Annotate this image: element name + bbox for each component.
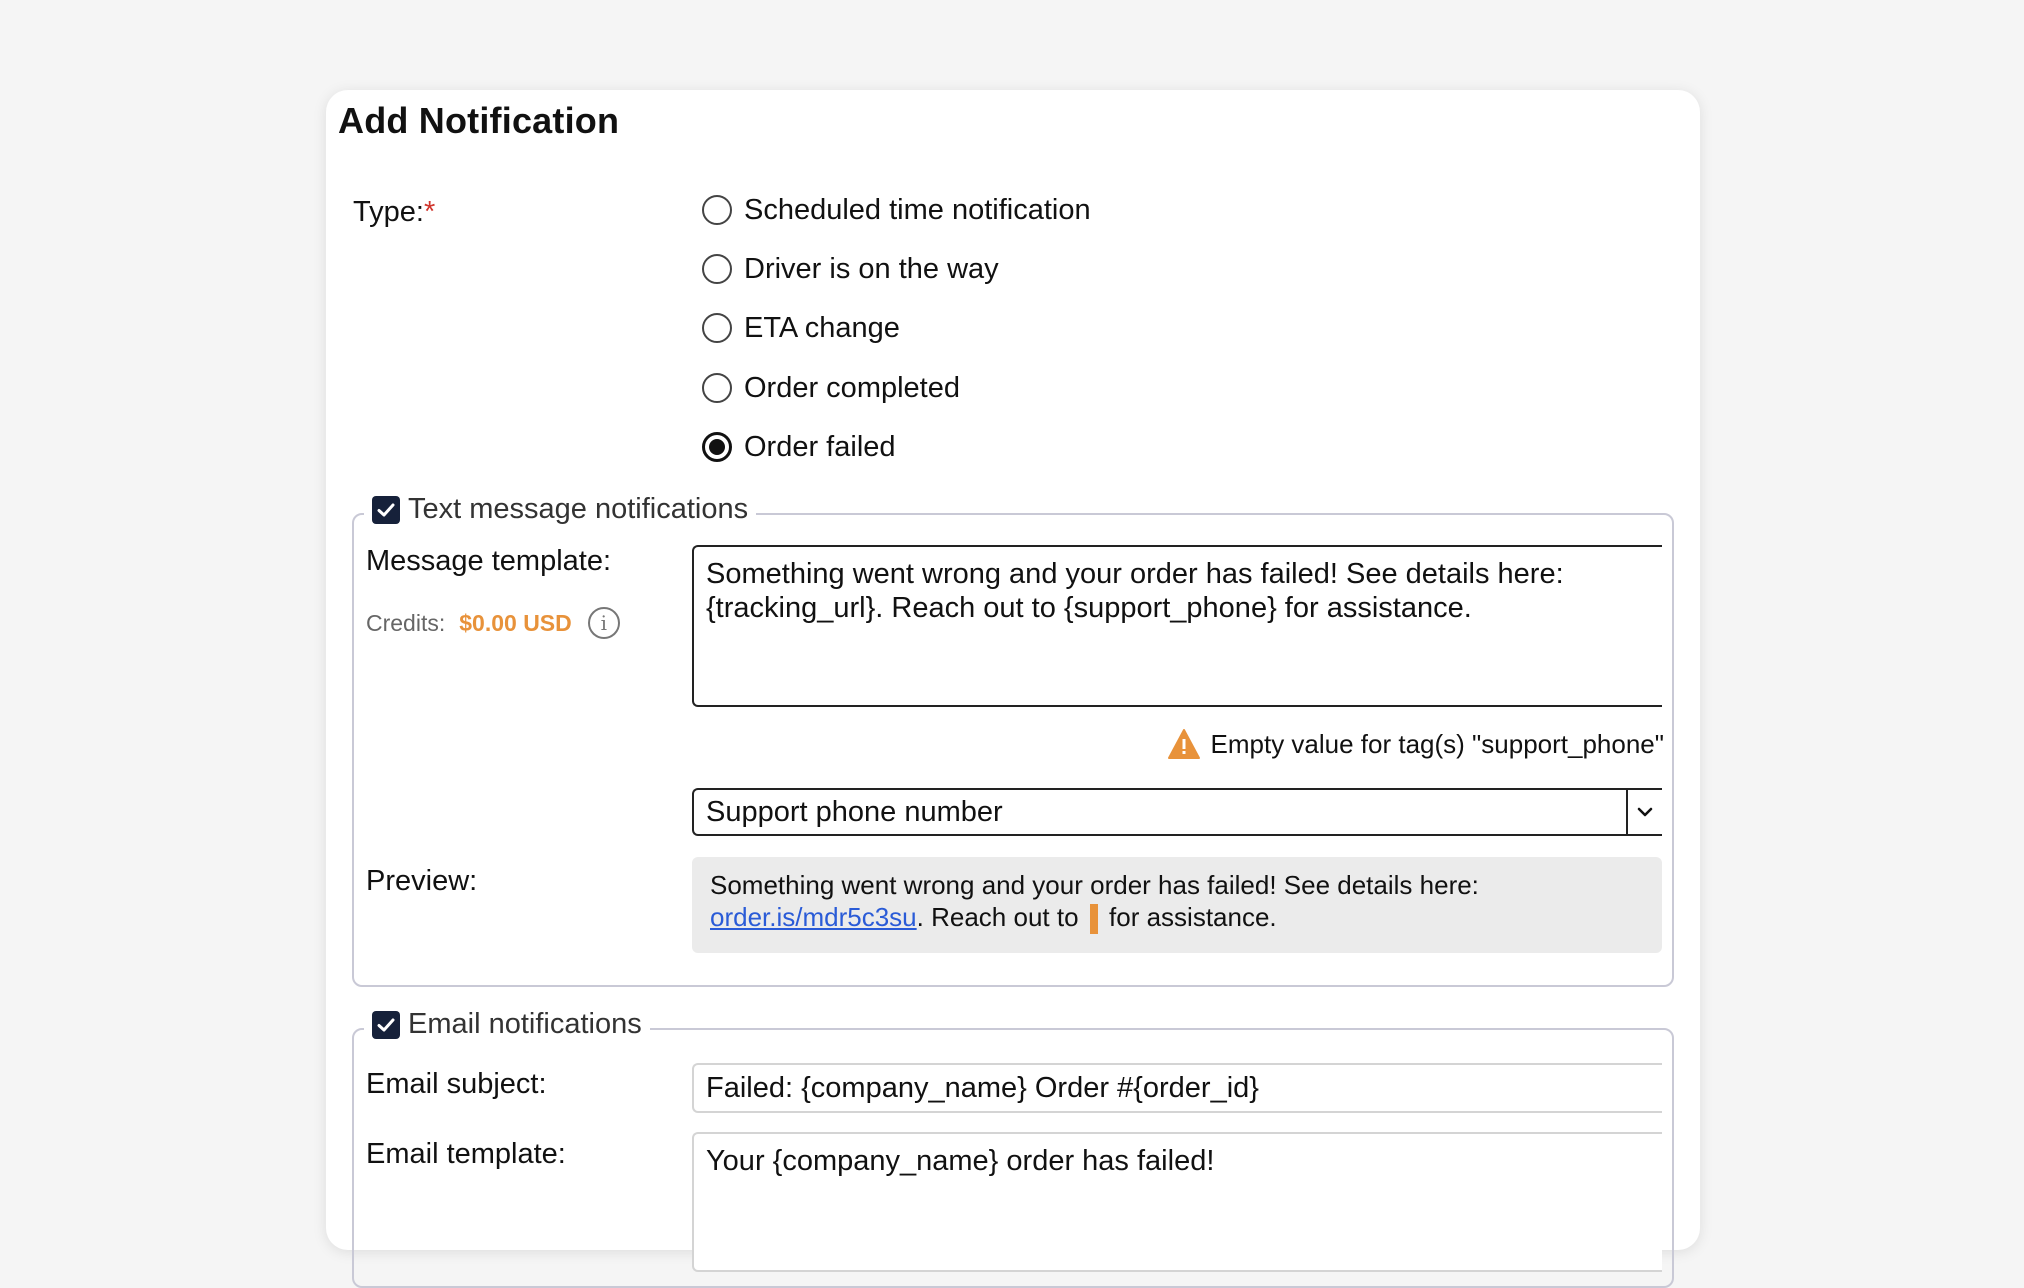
email-subject-label: Email subject:: [366, 1068, 547, 1100]
radio-option-eta-change[interactable]: ETA change: [702, 308, 900, 348]
radio-button[interactable]: [702, 195, 732, 225]
message-preview: Something went wrong and your order has failed! See details here: order.is/mdr5c3su. Reach out to for assistance.: [692, 857, 1662, 953]
email-fieldset: [352, 1008, 1674, 1288]
sms-checkbox[interactable]: [372, 496, 400, 524]
required-mark: *: [423, 196, 436, 228]
credits-amount: $0.00 USD: [459, 609, 572, 636]
radio-button[interactable]: [702, 313, 732, 343]
preview-label: Preview:: [366, 865, 478, 897]
dialog-title: Add Notification: [338, 100, 620, 141]
radio-option-scheduled[interactable]: Scheduled time notification: [702, 190, 1091, 230]
email-legend: Email notifications: [364, 1008, 650, 1041]
check-icon: [376, 500, 396, 520]
radio-option-order-completed[interactable]: Order completed: [702, 368, 960, 408]
tracking-link[interactable]: order.is/mdr5c3su: [710, 902, 917, 932]
add-notification-dialog: [326, 90, 1700, 1250]
radio-button[interactable]: [702, 373, 732, 403]
sms-fieldset: [352, 493, 1674, 987]
warning-icon: [1167, 728, 1201, 760]
type-label: Type:*: [353, 196, 436, 228]
radio-button[interactable]: [702, 254, 732, 284]
message-template-textarea[interactable]: Something went wrong and your order has failed! See details here: {tracking_url}. Reach out to {support_phone} for assistance.: [692, 545, 1662, 707]
radio-button-selected[interactable]: [702, 432, 732, 462]
message-template-label: Message template:: [366, 545, 612, 577]
info-icon[interactable]: i: [588, 607, 620, 639]
credits-row: Credits: $0.00 USD i: [366, 607, 620, 639]
email-subject-input[interactable]: Failed: {company_name} Order #{order_id}: [692, 1063, 1662, 1113]
email-template-label: Email template:: [366, 1138, 566, 1170]
sms-legend: Text message notifications: [364, 493, 756, 526]
tag-warning: Empty value for tag(s) "support_phone": [1167, 728, 1664, 760]
radio-option-driver-on-way[interactable]: Driver is on the way: [702, 249, 999, 289]
empty-tag-marker: [1090, 904, 1098, 934]
check-icon: [376, 1015, 396, 1035]
tag-select-dropdown[interactable]: Support phone number: [692, 788, 1662, 836]
chevron-down-icon[interactable]: [1626, 790, 1662, 834]
email-template-textarea[interactable]: Your {company_name} order has failed!: [692, 1132, 1662, 1272]
radio-option-order-failed[interactable]: Order failed: [702, 427, 896, 467]
email-checkbox[interactable]: [372, 1011, 400, 1039]
